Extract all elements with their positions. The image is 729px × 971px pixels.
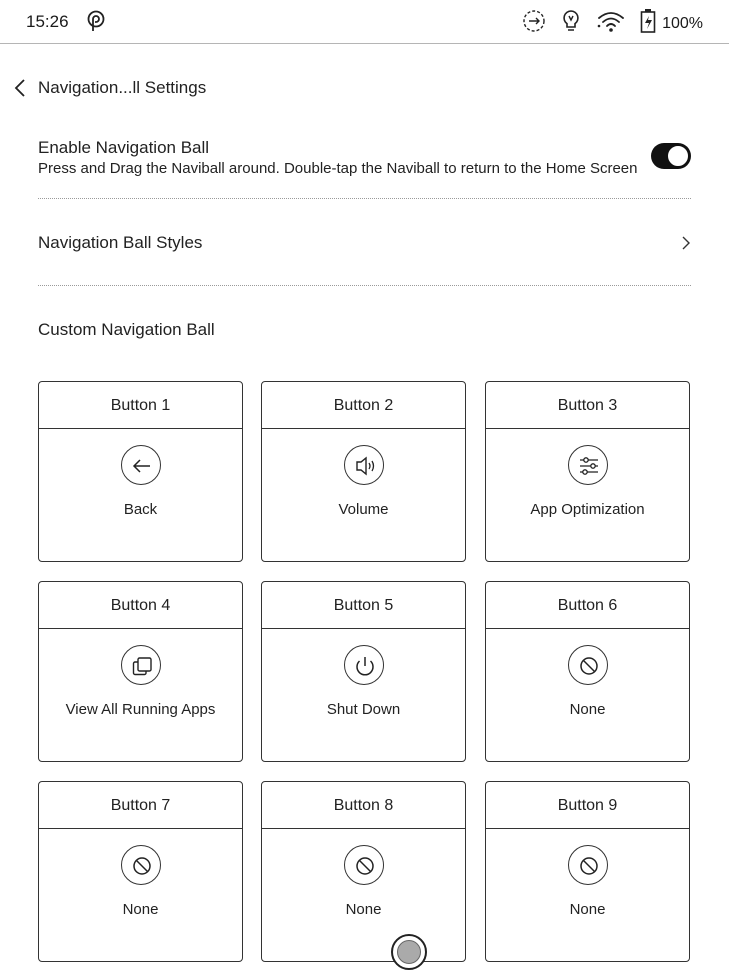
- page-title: Navigation...ll Settings: [38, 78, 207, 97]
- enable-navigation-ball-toggle[interactable]: [651, 143, 691, 169]
- back-chevron-icon[interactable]: [12, 77, 30, 99]
- button-card-action: View All Running Apps: [65, 701, 216, 718]
- battery-percentage: 100%: [662, 14, 703, 32]
- button-card-3[interactable]: [485, 381, 690, 562]
- navigation-ball-styles-row[interactable]: [38, 222, 691, 264]
- button-card-action: Back: [123, 501, 158, 518]
- chevron-right-icon: [681, 236, 691, 250]
- button-card-action: None: [569, 901, 606, 918]
- button-card-action: None: [345, 901, 382, 918]
- none-icon: [568, 645, 608, 685]
- battery-icon: [640, 8, 656, 39]
- toggle-knob: [667, 145, 689, 167]
- none-icon: [121, 845, 161, 885]
- button-card-title: Button 9: [486, 782, 689, 829]
- divider: [38, 285, 691, 286]
- button-card-6[interactable]: [485, 581, 690, 762]
- button-card-title: Button 2: [262, 382, 465, 429]
- button-card-action: None: [122, 901, 159, 918]
- button-card-title: Button 1: [39, 382, 242, 429]
- custom-navigation-ball-label: Custom Navigation Ball: [38, 320, 215, 339]
- button-card-5[interactable]: [261, 581, 466, 762]
- app-notification-icon: [86, 9, 106, 38]
- sliders-icon: [568, 445, 608, 485]
- button-card-action: App Optimization: [530, 501, 645, 518]
- wifi-icon: [596, 9, 626, 38]
- enable-navigation-ball-title: Enable Navigation Ball: [38, 138, 210, 157]
- button-card-action: Volume: [338, 501, 389, 518]
- button-card-title: Button 6: [486, 582, 689, 629]
- button-card-title: Button 5: [262, 582, 465, 629]
- page-header: [0, 70, 729, 106]
- status-icons: [508, 8, 703, 39]
- status-time: 15:26: [26, 12, 69, 31]
- floating-navigation-ball[interactable]: [391, 934, 427, 970]
- button-card-title: Button 3: [486, 382, 689, 429]
- button-card-action: Shut Down: [326, 701, 401, 718]
- button-card-9[interactable]: [485, 781, 690, 962]
- button-card-4[interactable]: [38, 581, 243, 762]
- none-icon: [344, 845, 384, 885]
- button-card-7[interactable]: [38, 781, 243, 962]
- button-card-1[interactable]: [38, 381, 243, 562]
- volume-icon: [344, 445, 384, 485]
- status-bar: [0, 0, 729, 44]
- none-icon: [568, 845, 608, 885]
- power-icon: [344, 645, 384, 685]
- button-card-title: Button 8: [262, 782, 465, 829]
- back-arrow-icon: [121, 445, 161, 485]
- enable-navigation-ball-description: Press and Drag the Naviball around. Double-tap the Naviball to return to the Home Screen: [38, 160, 638, 177]
- button-card-title: Button 4: [39, 582, 242, 629]
- button-card-8[interactable]: [261, 781, 466, 962]
- button-card-2[interactable]: [261, 381, 466, 562]
- navigation-ball-core: [397, 940, 421, 964]
- recent-apps-icon: [121, 645, 161, 685]
- sync-icon: [522, 9, 546, 38]
- frontlight-icon: [560, 8, 582, 39]
- button-card-action: None: [569, 701, 606, 718]
- divider: [38, 198, 691, 199]
- button-card-title: Button 7: [39, 782, 242, 829]
- navigation-ball-styles-label: Navigation Ball Styles: [38, 233, 203, 252]
